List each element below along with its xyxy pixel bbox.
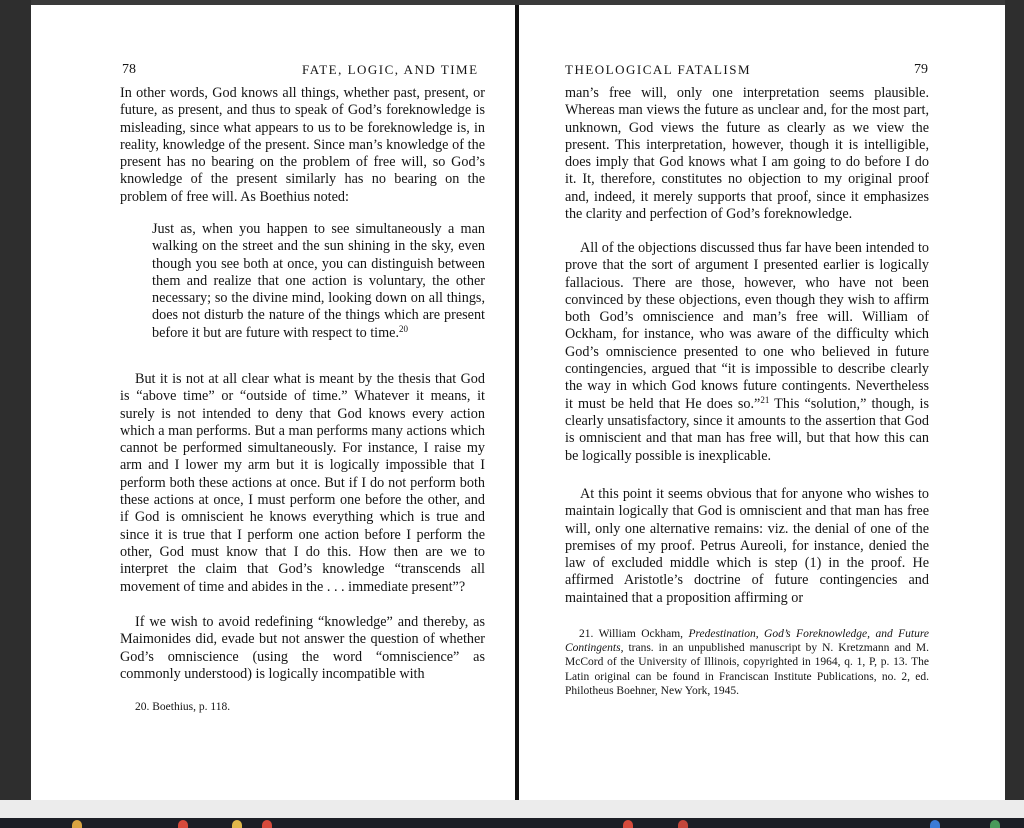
- left-page: [31, 5, 515, 800]
- left-para-3-text: If we wish to avoid redefining “knowledge” and thereby, as Maimonides did, evade but not answer the question of whether God’s omniscience (using the word “omniscience” as commonly understood) is logically incompatible with: [120, 614, 485, 682]
- taskbar-app-icon[interactable]: [623, 820, 633, 828]
- taskbar-app-icon[interactable]: [930, 820, 940, 828]
- footnote-21-body: trans. in an unpublished manuscript by N. Kretzmann and M. McCord of the University of Illinois, copyrighted in 1964, q. 1, P, p. 13. The Latin original can be found in Franciscan Institute Publications, no. 2, ed. Philotheus Boehner, New York, 1945.: [565, 642, 929, 697]
- left-running-head: FATE, LOGIC, AND TIME: [302, 62, 479, 77]
- ockham-argument: All of the objections discussed thus far have been intended to prove that the sort of argument I presented earlier is logically fallacious. There are those, however, who have not been convinced by these objections, even though they wish to affirm both God’s omniscience and man’s free will. William of Ockham, for instance, who was aware of the difficulty which God’s omniscience presented to one who believed in future contingencies, argued that “it is impossible to describe clearly the way in which God knows future contingents. Nevertheless it must be held that He does so.”: [565, 240, 929, 412]
- viewer-right-margin: [1005, 0, 1024, 800]
- taskbar-app-icon[interactable]: [990, 820, 1000, 828]
- right-para-3: [565, 486, 929, 607]
- taskbar-app-icon[interactable]: [72, 820, 82, 828]
- left-para-1: [120, 85, 485, 206]
- left-page-number: 78: [122, 62, 136, 77]
- taskbar-app-icon[interactable]: [232, 820, 242, 828]
- right-footnote: [565, 627, 929, 698]
- right-para-2: [565, 240, 929, 465]
- footnote-21-title: Predestination, God’s Foreknowledge, and Future Contingents,: [565, 628, 929, 655]
- left-para-1-text: In other words, God knows all things, whether past, present, or future, as present, and thus to speak of God’s foreknowledge is misleading, since what appears to us to be foreknowledge is, in reality, knowledge of the present. Since man’s knowledge of the present has no bearing on the problem of free will, so God’s knowledge of the present similarly has no bearing on the problem of free will. As Boethius noted:: [120, 85, 485, 205]
- taskbar-app-icon[interactable]: [262, 820, 272, 828]
- taskbar-app-icon[interactable]: [678, 820, 688, 828]
- left-para-2-text: But it is not at all clear what is meant by the thesis that God is “above time” or “outside of time.” Whatever it means, it surely is not intended to deny that God knows every action which a man performs. But a man performs many actions which cannot be performed simultaneously. For instance, I raise my arm and I lower my arm but it is logically impossible that I perform both these actions at once. But if I do not perform both these actions at once, I must perform one before the other, and if God is omniscient he knows everything which is true and since it is true that I perform one action before I perform the other, God must know that I do this. How then are we to interpret the claim that God’s knowledge “transcends all movement of time and abides in the . . . immediate present”?: [120, 371, 485, 595]
- left-para-2: [120, 371, 485, 596]
- taskbar-app-icon[interactable]: [178, 820, 188, 828]
- right-para-3-text: At this point it seems obvious that for anyone who wishes to maintain logically that God is omniscient and that man has free will, only one alternative remains: viz. the denial of one of the premises of my proof. Petrus Aureoli, for instance, denied the law of excluded middle which is step (1) in the proof. He affirmed Aristotle’s doctrine of future contingencies and maintained that a proposition affirming or: [565, 486, 929, 606]
- taskbar-strip: [0, 818, 1024, 828]
- right-page: [519, 5, 1005, 800]
- right-para-1: [565, 85, 929, 223]
- footnote-ref-21[interactable]: 21: [760, 394, 770, 405]
- right-para-2-text: [565, 240, 929, 465]
- viewer-left-margin: [0, 0, 31, 800]
- footnote-ref-20[interactable]: 20: [399, 323, 409, 334]
- right-page-number: 79: [914, 62, 928, 77]
- quote-text: Just as, when you happen to see simultaneously a man walking on the street and the sun shining in the sky, even though you see both at once, you can distinguish between them and realize that one action is voluntary, the other necessary; so the divine mind, looking down on all things, does not disturb the nature of the things which are present before it but are future with respect to time.: [152, 221, 485, 341]
- right-running-head: THEOLOGICAL FATALISM: [565, 62, 752, 77]
- right-para-1-text: man’s free will, only one interpretation seems plausible. Whereas man views the future as unclear and, for the most part, unknown, God views the future as clearly as we view the present. This interpretation, however, though it is intelligible, does imply that God knows what I am going to do before I do it. It, therefore, constitutes no objection to my original proof and, indeed, it merely supports that proof, since it emphasizes the clarity and perfection of God’s foreknowledge.: [565, 85, 929, 223]
- solution-critique: This “solution,” though, is clearly unsatisfactory, since it amounts to the assertion that God is omniscient and that man has free will, but that how this can be logically possible is inexplicable.: [565, 395, 930, 464]
- left-para-3: [120, 614, 485, 683]
- left-footnote: 20. Boethius, p. 118.: [135, 701, 231, 713]
- footnote-21-label: 21. William Ockham,: [579, 628, 689, 640]
- boethius-quote: [152, 221, 485, 342]
